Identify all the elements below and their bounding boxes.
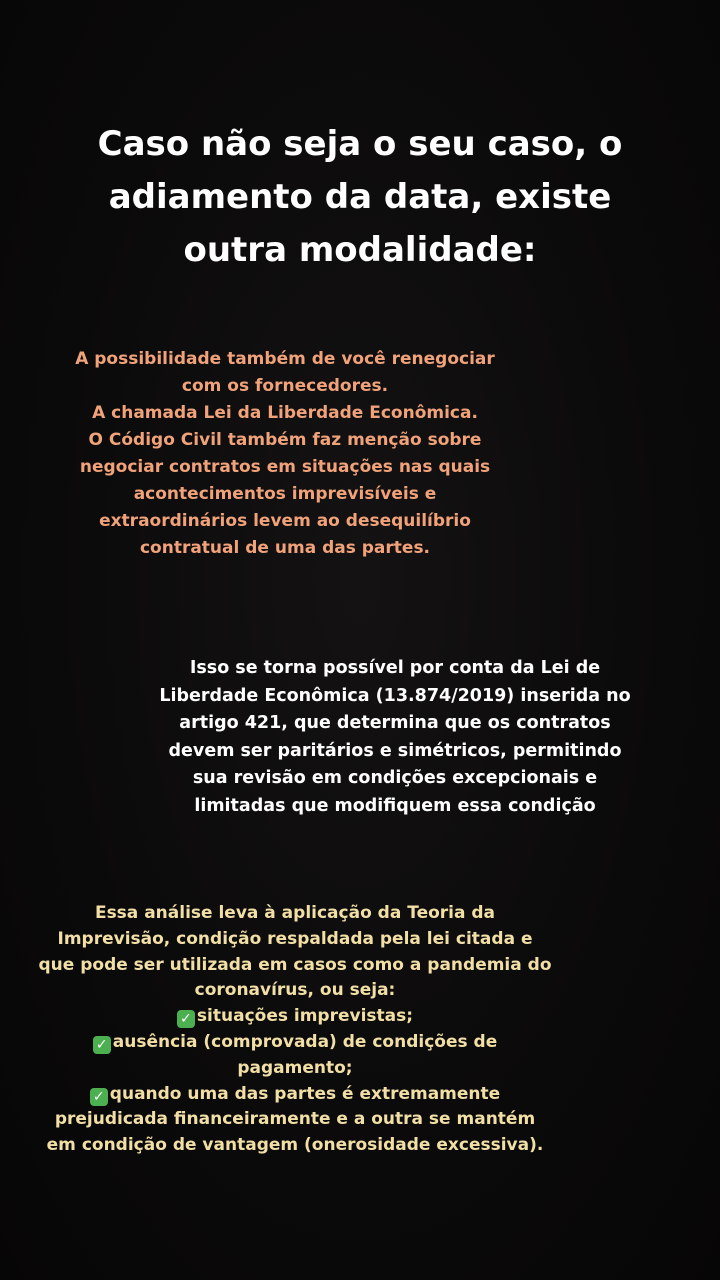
story-title [60,118,660,277]
check-mark-icon: ✓ [93,1036,111,1054]
paragraph-line: com os fornecedores. [181,376,389,396]
paragraph-line: Isso se torna possível por conta da Lei de [189,658,601,678]
check-list-item [15,1082,575,1108]
paragraph-line: contratual de uma das partes. [139,538,431,558]
paragraph-line: A chamada Lei da Liberdade Econômica. [92,403,478,423]
paragraph-line: devem ser paritários e simétricos, permitindo [168,740,622,761]
paragraph-line: acontecimentos imprevisíveis e [133,484,437,504]
paragraph-line: artigo 421, que determina que os contratos [179,713,611,733]
check-item-continuation: em condição de vantagem (onerosidade excessiva). [46,1135,544,1156]
check-item-text: quando uma das partes é extremamente [109,1083,501,1104]
check-item-text: ausência (comprovada) de condições de [112,1031,498,1052]
paragraph-line: que pode ser utilizada em casos como a pandemia do [38,954,552,975]
check-item-continuation: prejudicada financeiramente e a outra se mantém [54,1109,536,1130]
check-mark-icon: ✓ [177,1010,195,1028]
title-line: Caso não seja o seu caso, o [97,124,623,164]
paragraph-line: limitadas que modifiquem essa condição [194,795,596,816]
paragraph-line: Imprevisão, condição respaldada pela lei citada e [57,928,533,949]
paragraph-line: A possibilidade também de você renegociar [75,349,495,369]
check-list-item [15,1030,575,1056]
title-line: outra modalidade: [183,230,537,270]
paragraph-line: Liberdade Econômica (13.874/2019) inserida no [159,685,631,706]
check-item-continuation: pagamento; [237,1057,353,1078]
check-item-text: situações imprevistas; [196,1006,414,1027]
paragraph-line: sua revisão em condições excepcionais e [192,768,598,788]
title-line: adiamento da data, existe [108,177,612,217]
paragraph-line: O Código Civil também faz menção sobre [88,430,482,450]
paragraph-line: coronavírus, ou seja: [194,980,396,1001]
theory-paragraph [15,901,575,1159]
paragraph-line: Essa análise leva à aplicação da Teoria da [94,903,496,923]
check-list-item [15,1004,575,1030]
renegotiation-paragraph [40,346,530,562]
law-paragraph [130,655,660,820]
check-mark-icon: ✓ [90,1088,108,1106]
paragraph-line: negociar contratos em situações nas quais [79,457,491,477]
paragraph-line: extraordinários levem ao desequilíbrio [99,511,471,531]
